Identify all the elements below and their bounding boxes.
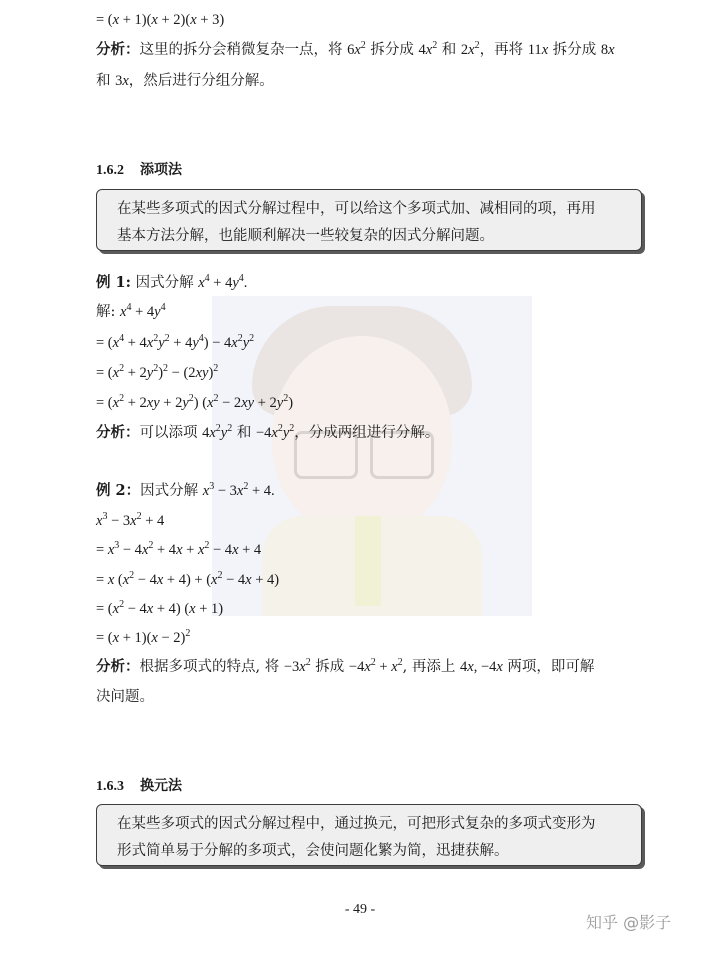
- page-number: - 49 -: [344, 902, 376, 917]
- equation-line: = $x^3 - 4x^2 + 4x + x^2 - 4x + 4$: [96, 540, 262, 558]
- analysis-paragraph: 分析：这里的拆分会稍微复杂一点，将 $6x^2$ 拆分成 $4x^2$ 和 $2x^2$，再将 11x 拆分成 8x: [96, 40, 615, 58]
- section-heading-1-6-2: 1.6.2 添项法: [96, 162, 182, 178]
- watermark-text: 知乎 @影子: [586, 913, 672, 932]
- example-2-prompt: 例 2：因式分解 $x^3 - 3x^2 + 4$.: [96, 481, 275, 499]
- definition-box: 在某些多项式的因式分解过程中，通过换元，可把形式复杂的多项式变形为 形式简单易于分解的多项式，会使问题化繁为简，迅捷获解。: [96, 804, 642, 866]
- example-1-prompt: 例 1: 因式分解 $x^4 + 4y^4$.: [96, 273, 248, 291]
- equation-line: = $(x^2 - 4x + 4) (x + 1)$: [96, 599, 224, 617]
- equation-line: = $(x^2 + 2y^2)^2 - (2xy)^2$: [96, 363, 219, 381]
- analysis-paragraph: 分析：根据多项式的特点, 将 $-3x^2$ 拆成 $-4x^2 + x^2$, 再添上 4x, −4x 两项，即可解: [96, 657, 595, 675]
- equation-line: = $(x + 1)(x - 2)^2$: [96, 628, 191, 646]
- section-heading-1-6-3: 1.6.3 换元法: [96, 778, 182, 794]
- analysis-paragraph: 分析：可以添项 $4x^2y^2$ 和 $-4x^2y^2$，分成两组进行分解。: [96, 423, 440, 441]
- analysis-paragraph-cont: 决问题。: [96, 689, 154, 705]
- equation-line: = $(x^4 + 4x^2y^2 + 4y^4) - 4x^2y^2$: [96, 333, 255, 351]
- equation-line: = x $(x^2 - 4x + 4) + (x^2 - 4x + 4)$: [96, 570, 280, 588]
- equation-line: $x^3 - 3x^2 + 4$: [96, 511, 165, 529]
- definition-box: 在某些多项式的因式分解过程中，可以给这个多项式加、减相同的项，再用 基本方法分解，也能顺利解决一些较复杂的因式分解问题。: [96, 189, 642, 251]
- equation-line: = (x + 1)(x + 2)(x + 3): [96, 12, 225, 28]
- solution-start: 解: $x^4 + 4y^4$: [96, 302, 166, 320]
- analysis-paragraph-cont: 和 3x，然后进行分组分解。: [96, 73, 274, 89]
- background-illustration: [212, 296, 532, 616]
- equation-line: = $(x^2 + 2xy + 2y^2) (x^2 - 2xy + 2y^2)$: [96, 393, 294, 411]
